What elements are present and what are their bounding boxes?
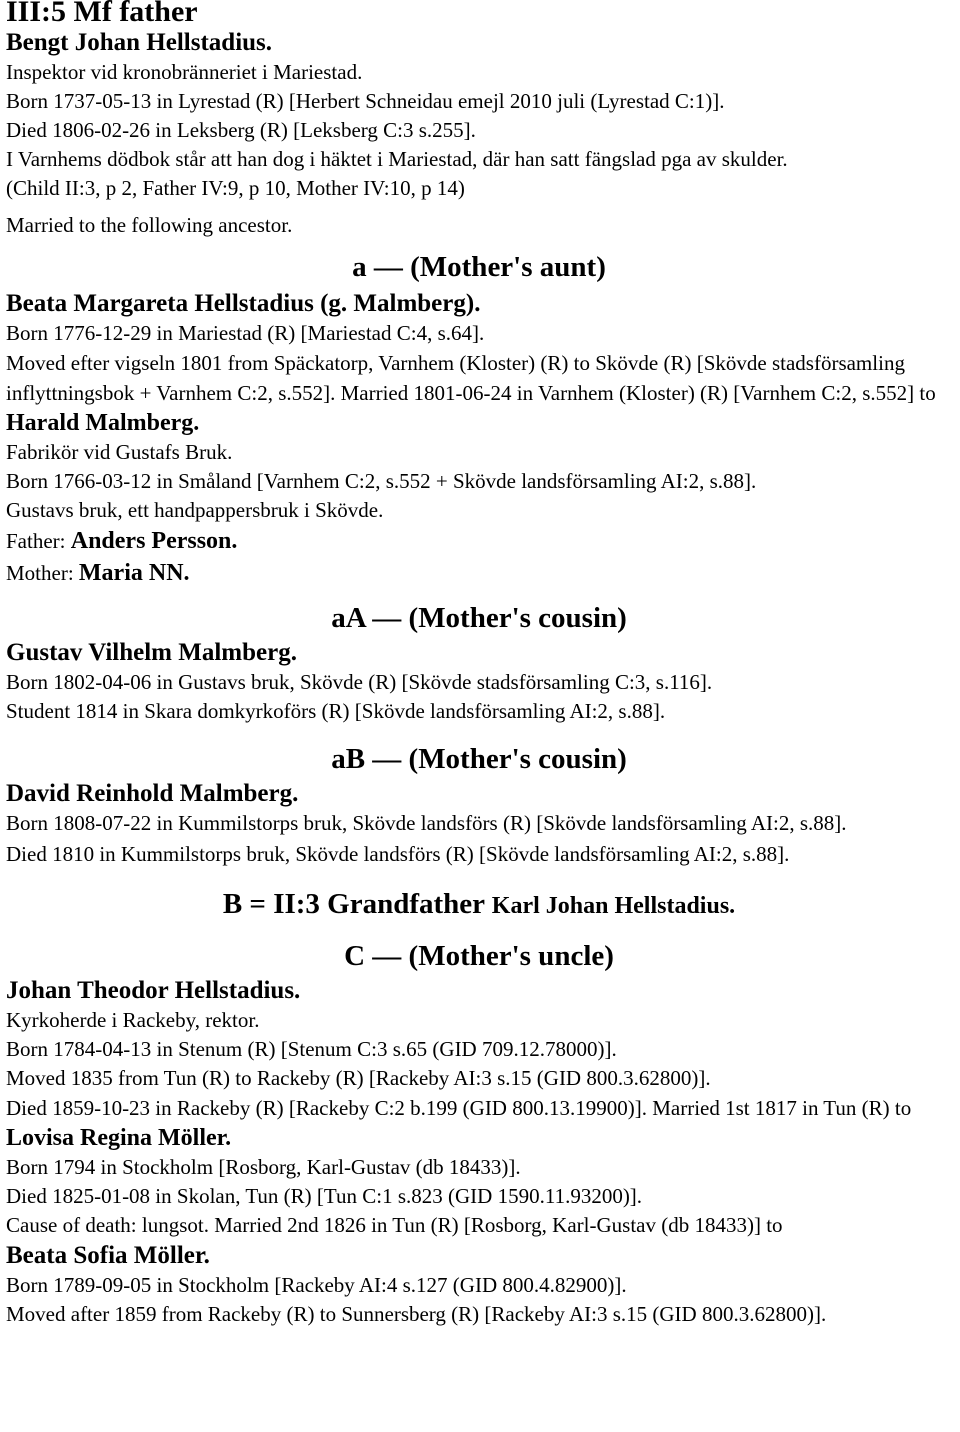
moved-married-paragraph-a — [6, 348, 952, 438]
father-line — [6, 525, 952, 557]
person-name-a: Beata Margareta Hellstadius (g. Malmberg). — [6, 290, 481, 317]
spouse1-birth: Born 1794 in Stockholm [Rosborg, Karl-Gustav (db 18433)]. — [6, 1155, 521, 1179]
reference-line: (Child II:3, p 2, Father IV:9, p 10, Mother IV:10, p 14) — [6, 176, 465, 200]
section-heading-ab: aB — (Mother's cousin) — [331, 743, 627, 775]
birth-line-c: Born 1784-04-13 in Stenum (R) [Stenum C:3 s.65 (GID 709.12.78000)]. — [6, 1037, 617, 1061]
spouse-name-a: Harald Malmberg. — [6, 410, 200, 436]
section-heading-c: C — (Mother's uncle) — [344, 940, 614, 972]
cause-of-death-line: Cause of death: lungsot. Married 2nd 1826 in Tun (R) [Rosborg, Karl-Gustav (db 18433)] to — [6, 1213, 783, 1237]
spouse2-birth: Born 1789-09-05 in Stockholm [Rackeby AI:4 s.127 (GID 800.4.82900)]. — [6, 1273, 627, 1297]
spouse1-name: Lovisa Regina Möller. — [6, 1125, 232, 1151]
spouse1-death: Died 1825-01-08 in Skolan, Tun (R) [Tun C:1 s.823 (GID 1590.11.93200)]. — [6, 1184, 643, 1208]
father-name: Anders Persson. — [70, 528, 238, 554]
mother-label: Mother: — [6, 561, 79, 585]
moved-married-text: Moved efter vigseln 1801 from Späckatorp, Varnhem (Kloster) (R) to Skövde (R) [Skövde stadsförsamling inflyttningsbok + Varnhem C:2, s.552]. Married 1801-06-24 in Varnhem (Kloster) (R) [Varnhem C:2, s.552] to — [6, 351, 936, 405]
mother-name: Maria NN. — [78, 560, 190, 586]
married-note: Married to the following ancestor. — [6, 213, 293, 237]
birth-line: Born 1737-05-13 in Lyrestad (R) [Herbert Schneidau emejl 2010 juli (Lyrestad C:1)]. — [6, 89, 725, 113]
person-name-ab: David Reinhold Malmberg. — [6, 780, 299, 807]
death-married-paragraph-c — [6, 1093, 952, 1153]
heading-b-main: B = II:3 Grandfather — [222, 888, 492, 920]
person-name: Bengt Johan Hellstadius. — [6, 29, 273, 56]
moved-line-c: Moved 1835 from Tun (R) to Rackeby (R) [Rackeby AI:3 s.15 (GID 800.3.62800)]. — [6, 1066, 711, 1090]
student-line-aa: Student 1814 in Skara domkyrkoförs (R) [Skövde landsförsamling AI:2, s.88]. — [6, 699, 666, 723]
spouse-note: Gustavs bruk, ett handpappersbruk i Skövde. — [6, 498, 384, 522]
section-title: III:5 Mf father — [6, 0, 198, 28]
section-heading-b — [6, 887, 952, 923]
death-line-ab: Died 1810 in Kummilstorps bruk, Skövde landsförs (R) [Skövde landsförsamling AI:2, s.88]. — [6, 842, 790, 866]
death-married-text: Died 1859-10-23 in Rackeby (R) [Rackeby C:2 b.199 (GID 800.13.19900)]. Married 1st 1817 in Tun (R) to — [6, 1096, 912, 1120]
spouse2-moved: Moved after 1859 from Rackeby (R) to Sunnersberg (R) [Rackeby AI:3 s.15 (GID 800.3.62800)]. — [6, 1302, 827, 1326]
father-label: Father: — [6, 529, 71, 553]
section-heading-aa: aA — (Mother's cousin) — [331, 602, 627, 634]
occupation-line: Inspektor vid kronobränneriet i Mariestad. — [6, 60, 363, 84]
birth-line-ab: Born 1808-07-22 in Kummilstorps bruk, Skövde landsförs (R) [Skövde landsförsamling AI:2, s.88]. — [6, 811, 847, 835]
spouse-birth: Born 1766-03-12 in Småland [Varnhem C:2, s.552 + Skövde landsförsamling AI:2, s.88]. — [6, 469, 757, 493]
birth-line-a: Born 1776-12-29 in Mariestad (R) [Mariestad C:4, s.64]. — [6, 321, 485, 345]
birth-line-aa: Born 1802-04-06 in Gustavs bruk, Skövde (R) [Skövde stadsförsamling C:3, s.116]. — [6, 670, 713, 694]
occupation-line-c: Kyrkoherde i Rackeby, rektor. — [6, 1008, 260, 1032]
death-line: Died 1806-02-26 in Leksberg (R) [Leksberg C:3 s.255]. — [6, 118, 476, 142]
person-name-c: Johan Theodor Hellstadius. — [6, 977, 301, 1004]
heading-b-name: Karl Johan Hellstadius. — [491, 893, 736, 919]
spouse2-name: Beata Sofia Möller. — [6, 1242, 210, 1269]
person-name-aa: Gustav Vilhelm Malmberg. — [6, 639, 297, 666]
spouse-occupation: Fabrikör vid Gustafs Bruk. — [6, 440, 233, 464]
note-line: I Varnhems dödbok står att han dog i häktet i Mariestad, där han satt fängslad pga av skulder. — [6, 147, 788, 171]
section-heading-a: a — (Mother's aunt) — [352, 251, 606, 283]
mother-line — [6, 557, 952, 589]
